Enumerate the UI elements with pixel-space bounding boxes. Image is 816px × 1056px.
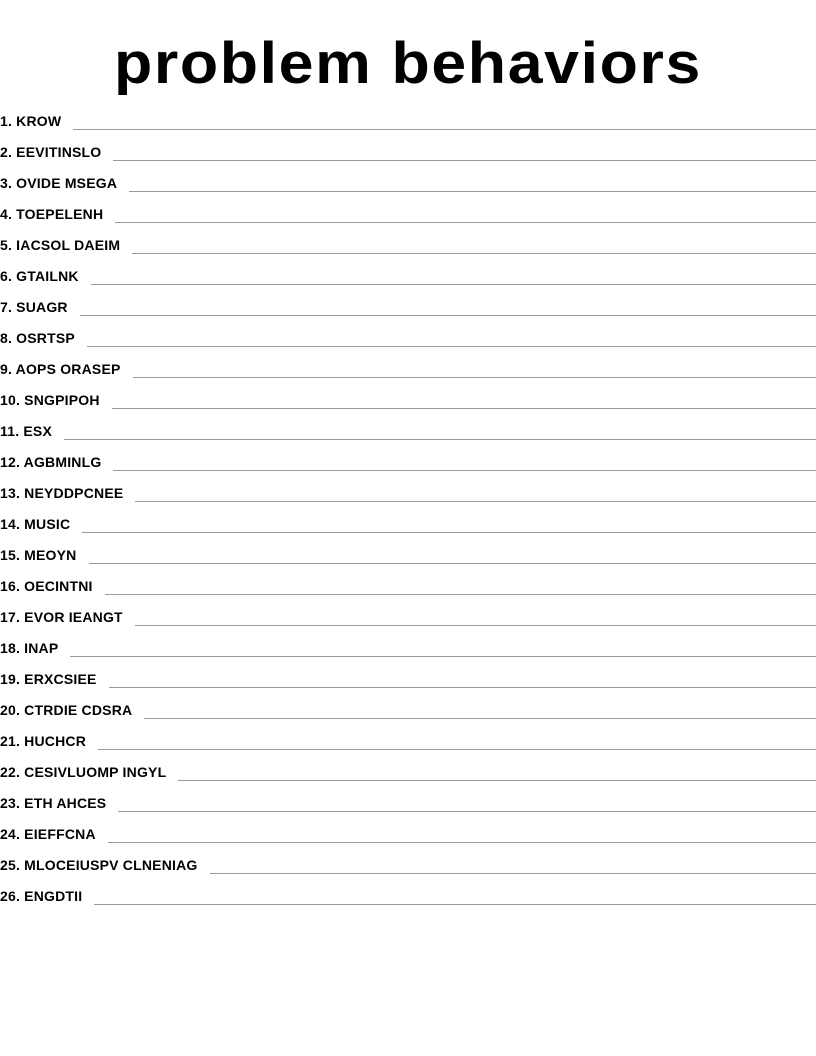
list-item <box>0 419 816 450</box>
list-item <box>0 171 816 202</box>
scrambled-word: 25. MLOCEIUSPV CLNENIAG <box>0 857 198 873</box>
scrambled-word: 26. ENGDTII <box>0 888 83 904</box>
answer-line <box>132 235 816 254</box>
answer-line <box>70 638 816 657</box>
list-item <box>0 574 816 605</box>
list-item <box>0 636 816 667</box>
scrambled-word: 11. ESX <box>0 423 52 439</box>
answer-line <box>105 576 816 595</box>
answer-line <box>80 297 816 316</box>
scrambled-word: 24. EIEFFCNA <box>0 826 96 842</box>
list-item <box>0 884 816 915</box>
scrambled-word: 15. MEOYN <box>0 547 77 563</box>
list-item <box>0 853 816 884</box>
answer-line <box>113 452 816 471</box>
answer-line <box>135 607 816 626</box>
scrambled-word: 1. KROW <box>0 113 62 129</box>
scrambled-word: 12. AGBMINLG <box>0 454 102 470</box>
list-item <box>0 233 816 264</box>
scrambled-word: 23. ETH AHCES <box>0 795 107 811</box>
list-item <box>0 140 816 171</box>
list-item <box>0 605 816 636</box>
answer-line <box>82 514 816 533</box>
scrambled-word: 5. IACSOL DAEIM <box>0 237 121 253</box>
answer-line <box>108 824 816 843</box>
list-item <box>0 698 816 729</box>
answer-line <box>210 855 816 874</box>
list-item <box>0 264 816 295</box>
scrambled-word: 10. SNGPIPOH <box>0 392 100 408</box>
list-item <box>0 295 816 326</box>
answer-line <box>178 762 816 781</box>
list-item <box>0 481 816 512</box>
scrambled-word: 13. NEYDDPCNEE <box>0 485 124 501</box>
answer-line <box>113 142 816 161</box>
list-item <box>0 760 816 791</box>
answer-line <box>89 545 816 564</box>
list-item <box>0 109 816 140</box>
scrambled-word: 9. AOPS ORASEP <box>0 361 121 377</box>
scrambled-word: 22. CESIVLUOMP INGYL <box>0 764 167 780</box>
answer-line <box>112 390 816 409</box>
list-item <box>0 326 816 357</box>
answer-line <box>118 793 816 812</box>
list-item <box>0 822 816 853</box>
answer-line <box>133 359 816 378</box>
list-item <box>0 388 816 419</box>
answer-line <box>109 669 816 688</box>
list-item <box>0 667 816 698</box>
answer-line <box>94 886 816 905</box>
scrambled-word: 7. SUAGR <box>0 299 68 315</box>
answer-line <box>73 111 816 130</box>
scrambled-word: 16. OECINTNI <box>0 578 93 594</box>
scrambled-word: 14. MUSIC <box>0 516 71 532</box>
scrambled-word: 21. HUCHCR <box>0 733 87 749</box>
answer-line <box>115 204 816 223</box>
scrambled-word: 4. TOEPELENH <box>0 206 104 222</box>
scrambled-word: 17. EVOR IEANGT <box>0 609 123 625</box>
list-item <box>0 791 816 822</box>
answer-line <box>129 173 816 192</box>
scrambled-word: 8. OSRTSP <box>0 330 75 346</box>
scrambled-word: 3. OVIDE MSEGA <box>0 175 118 191</box>
answer-line <box>98 731 816 750</box>
list-item <box>0 202 816 233</box>
scrambled-word: 18. INAP <box>0 640 59 656</box>
list-item <box>0 357 816 388</box>
list-item <box>0 512 816 543</box>
answer-line <box>91 266 816 285</box>
scrambled-word: 19. ERXCSIEE <box>0 671 97 687</box>
list-item <box>0 729 816 760</box>
list-item <box>0 543 816 574</box>
answer-line <box>87 328 816 347</box>
answer-line <box>64 421 816 440</box>
scrambled-word: 20. CTRDIE CDSRA <box>0 702 133 718</box>
answer-line <box>144 700 816 719</box>
answer-line <box>135 483 816 502</box>
scrambled-word: 6. GTAILNK <box>0 268 79 284</box>
scrambled-word-list <box>0 109 816 915</box>
list-item <box>0 450 816 481</box>
scrambled-word: 2. EEVITINSLO <box>0 144 102 160</box>
page-title: problem behaviors <box>114 31 702 96</box>
